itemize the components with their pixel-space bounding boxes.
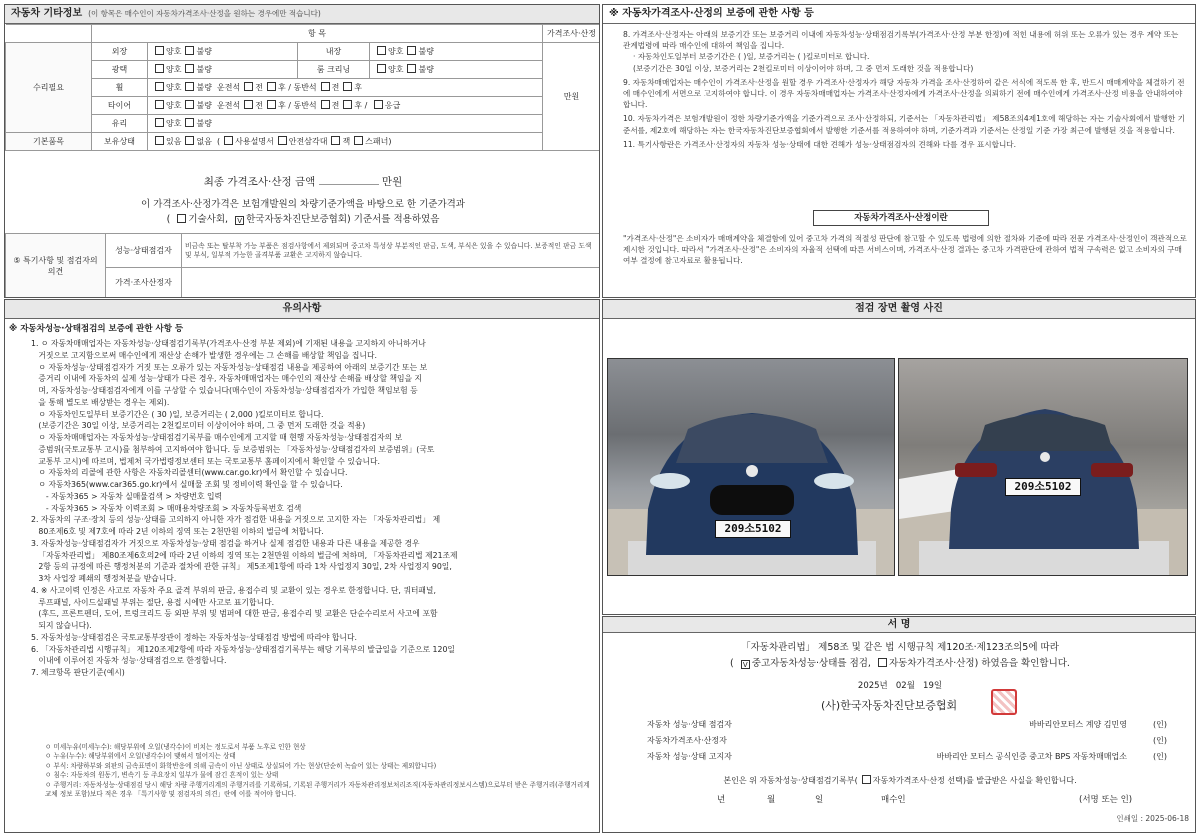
date-label: 일 (933, 681, 943, 691)
special-row-label: 성능·상태점검자 (106, 234, 182, 268)
options (148, 43, 298, 61)
note-line: - 자동차365 > 자동차 이력조회 > 매매용차량조회 > 자동차등록번호 검색 (31, 503, 302, 513)
opt-label: 운전석 (217, 83, 241, 92)
options (148, 115, 543, 133)
row-label: 광택 (92, 61, 148, 79)
confirm-text: 자동차가격조사·산정 선택)를 발급받은 사실을 확인합니다. (872, 776, 1077, 785)
signer-mark[interactable]: (인) (1153, 720, 1167, 729)
notes-subtitle: ※ 자동차성능·상태점검의 보증에 관한 사항 등 (9, 324, 184, 334)
rear-license-plate: 209소5102 (1005, 478, 1081, 496)
signer-row (603, 751, 1196, 767)
opt-label: 운전석 (217, 101, 241, 110)
note-small-line: ㅇ 부식: 차량하부와 외판의 금속표면이 화학반응에 의해 금속이 아닌 상태로 상실되어 가는 현상(단순히 녹슬어 있는 상태는 제외합니다) (45, 761, 437, 770)
signer-mark[interactable]: (인) (1153, 736, 1167, 745)
signature-panel (602, 616, 1196, 833)
rear-car-graphic (899, 359, 1188, 576)
note-line: 거짓으로 고지함으로써 매수인에게 재산상 손해가 발생한 경우에는 그 손해를 배상할 책임을 집니다. (31, 350, 377, 360)
checkbox[interactable] (155, 118, 164, 127)
note-line: 3차 사업장 폐쇄의 행정처분을 받습니다. (31, 574, 177, 583)
options: 양호 불량 운전석 전 후 / 동반석 전 후 / 응급 (148, 97, 543, 115)
date-day: 19 (923, 681, 934, 691)
checkbox[interactable] (185, 82, 194, 91)
options: 양호 불량 운전석 전 후 / 동반석 전 후 (148, 79, 543, 97)
signer-mark[interactable]: (인) (1153, 752, 1167, 761)
note-small-line: ㅇ 주행거리: 자동차성능·상태점검 당시 해당 차량 주행거리계의 주행거리를 기록하되, 기록된 주행거리가 자동차관리정보처리조직(자동차관리정보시스템)으로부터 받은 주행거리(주행거리계 교체 정보 포함)보다 적은 경우 「특기사항 및 점검자의 의견」란에 이를 적어야 합니다. (45, 780, 590, 799)
checkbox[interactable] (377, 64, 386, 73)
row-label: 보유상태 (92, 133, 148, 151)
notes-body (31, 338, 597, 679)
final-amount-row (5, 173, 600, 189)
final-unit: 만원 (381, 176, 403, 188)
special-row-text[interactable] (182, 268, 601, 298)
checkbox[interactable] (155, 136, 164, 145)
opt-label: 양호 (388, 47, 404, 56)
checkbox[interactable] (862, 775, 871, 784)
note-line: 2항 등의 규정에 따른 행정처분의 기준과 절차에 관한 규칙」 제5조제1항에 따라 1차 사업정지 30일, 2차 사업정지 90일, (31, 562, 452, 572)
warranty-item: 9. 자동차매매업자는 매수인이 가격조사·산정을 원할 경우 가격조사·산정자가 해당 자동차 가격을 조사·산정하여 같은 서식에 적도록 한 후, 반드시 매매계약을 체결하기 전에 매수인에게 서면으로 고지하여야 합니다. 이 경우 자동차매매업자는 가격조사·산정자에게 가격조사·산정을 의뢰하기 전에 매수인에게 가격조사·산정 비용을 안내하여야 합니다. (623, 77, 1185, 110)
note-line: ㅇ 자동차의 리콜에 관한 사항은 자동차리콜센터(www.car.go.kr)에서 확인할 수 있습니다. (31, 468, 348, 478)
checkbox[interactable] (377, 46, 386, 55)
opt-label: 양호 (166, 101, 182, 110)
note-small-line: ㅇ 누유(누수): 해당부위에서 오일(냉각수)이 맺혀서 떨어지는 상태 (45, 752, 236, 761)
checkbox-checked[interactable]: V (235, 216, 244, 225)
note-line: 4. ※ 사고이력 인정은 사고로 자동차 주요 골격 부위의 판금, 용접수리 및 교환이 있는 경우로 한정합니다. 단, 쿼터패널, (31, 585, 436, 595)
checkbox[interactable] (354, 136, 363, 145)
opt-label: 양호 (388, 65, 404, 74)
note-line: 6. 「자동차관리법 시행규칙」 제120조제2항에 따라 자동차성능·상태점검기록부는 해당 기록부의 발급일을 기준으로 120일 (31, 644, 455, 654)
checkbox[interactable] (185, 64, 194, 73)
note-line: 7. 체크항목 판단기준(예시) (31, 668, 125, 677)
checkbox[interactable] (185, 46, 194, 55)
signer-rows (603, 719, 1196, 767)
opt-label: 전 (331, 83, 340, 92)
opt-label: 불량 (196, 47, 212, 56)
note-line: 2. 자동차의 구조·장치 등의 성능·상태를 고의하지 아니한 자가 점검한 내용을 거짓으로 고지한 자는 「자동차관리법」 제 (31, 515, 441, 525)
checkbox[interactable] (177, 214, 186, 223)
opt-label: 동반석 (293, 83, 317, 92)
note-line: ㅇ 자동차인도일부터 보증기간은 ( 30 )일, 보증거리는 ( 2,000 )킬로미터로 합니다. (31, 409, 324, 419)
checkbox[interactable] (155, 100, 164, 109)
checkbox[interactable] (244, 82, 253, 91)
vehicle-misc-info-panel (4, 4, 600, 298)
signer-name: 바바리안모터스 계양 김민영 (1029, 720, 1127, 729)
date-month: 02 (895, 681, 907, 691)
note-line: 「자동차관리법」 제80조제6호의2에 따라 2년 이하의 징역 또는 2천만원 이하의 벌금에 처하며, 「자동차관리법 제21조제 (31, 550, 458, 560)
warranty-item: · 자동차인도일부터 보증기간은 ( )일, 보증거리는 ( )킬로미터로 합니다. (633, 52, 870, 62)
price-warranty-panel (602, 4, 1196, 298)
options (370, 61, 543, 79)
checkbox[interactable] (321, 82, 330, 91)
opt-label: 불량 (418, 65, 434, 74)
warranty-text (623, 29, 1187, 150)
signer-label: 자동차 성능·상태 고지자 (647, 752, 732, 761)
definition-box-text: "가격조사·산정"은 소비자가 매매계약을 체결함에 있어 중고차 가격의 적절성 판단에 참고할 수 있도록 법령에 의한 절차와 기준에 따라 전문 가격조사·산정인이 객관적으로 제시한 것입니다. 따라서 "가격조사·산정"은 소비자의 자율적 선택에 따른 서비스이며, 가격조사·산정 결과는 중고차 가격판단에 관하여 법적 구속력은 없고 소비자의 구매여부 결정에 참고자료로 활용됩니다. (623, 234, 1187, 265)
opt-label: 양호 (166, 65, 182, 74)
note-line: 이 가격조사·산정가격은 보험개발원의 차량기준가액을 바탕으로 한 기준가격과 (141, 199, 465, 210)
note-line: 을 통해 별도로 배상받는 경우는 제외). (31, 397, 170, 407)
options: 있음 없음 ( 사용설명서 안전삼각대 잭 스패너) (148, 133, 543, 151)
warranty-item: 10. 자동차가격은 보험개발원이 정한 차량기준가액을 기준가격으로 조사·산정하되, 기준서는 「자동차관리법」 제58조의4제1호에 해당하는 자는 기술사회에서 발행한 기준서를, 제2호에 해당하는 자는 한국자동차진단보증협회에서 발행한 기준서를 적용하여야 하며, 기준가격과 기준서는 산정일 기준 가장 최근에 발행된 것을 적용합니다. (623, 114, 1186, 135)
opt-label: 있음 (166, 137, 182, 146)
row-label: 내장 (298, 43, 370, 61)
opt-label: 전 (331, 101, 340, 110)
note-line: 루프패널, 사이드실패널 부위는 절단, 용접 시에만 사고로 표기합니다. (31, 597, 275, 607)
warranty-item: 11. 특기사항란은 가격조사·산정자의 자동차 성능·상태에 대한 견해가 성능·상태점검자의 견해와 다를 경우 표시합니다. (623, 139, 1017, 149)
price-note (5, 197, 600, 227)
repair-table (5, 24, 600, 151)
checkbox[interactable] (224, 136, 233, 145)
signer-row (603, 719, 1196, 735)
note-line: 되지 않습니다). (31, 621, 92, 630)
note-line: 며, 자동차성능·상태점검자에게 이를 구상할 수 있습니다(매수인이 자동차성능·상태점검자가 가입한 책임보험 등 (31, 386, 418, 395)
checkbox-checked[interactable]: V (741, 660, 750, 669)
checkbox[interactable] (343, 82, 352, 91)
note-line: - 자동차365 > 자동차 실매물검색 > 차량번호 입력 (31, 491, 223, 501)
opt-label: 자동차가격조사·산정) 하였음을 확인합니다. (888, 658, 1070, 669)
opt-label: 중고자동차성능·상태를 점검, (751, 658, 871, 669)
checkbox[interactable] (185, 118, 194, 127)
note-line: 증거리 이내에 자동차의 실제 성능·상태가 다른 경우, 자동차매매업자는 매수인의 재산상 손해를 배상할 책임을 지 (31, 374, 423, 384)
checkbox[interactable] (343, 100, 352, 109)
checkbox[interactable] (244, 100, 253, 109)
note-line: 1. ㅇ 자동차매매업자는 자동차성능·상태점검기록부(가격조사·산정 부분 제외)에 기재된 내용을 고지하지 아니하거나 (31, 339, 426, 348)
row-label: 유리 (92, 115, 148, 133)
note-line: ㅇ 자동차성능·상태점검자가 거짓 또는 오류가 있는 자동차성능·상태점검 내용을 제공하여 아래의 보증기간 또는 보 (31, 362, 428, 372)
signer-label: 자동차 성능·상태 점검자 (647, 720, 732, 729)
title-text: 자동차 기타정보 (11, 8, 83, 19)
note-line: ㅇ 자동차매매업자는 자동차성능·상태점검기록부를 매수인에게 고지할 때 현행 자동차성능·상태점검자의 보 (31, 433, 403, 442)
final-amount-input[interactable] (319, 173, 379, 185)
sign-org: (사)한국자동차진단보증협회 (821, 699, 958, 712)
opt-label: 양호 (166, 119, 182, 128)
opt-label: 기술사회, (188, 214, 229, 225)
confirm-text: 본인은 위 자동차성능·상태점검기록부( (723, 776, 858, 785)
checkbox[interactable] (155, 64, 164, 73)
row-label: 외장 (92, 43, 148, 61)
note-line: ㅇ 자동차365(www.car365.go.kr)에서 실매물 조회 및 정비이력 확인을 할 수 있습니다. (31, 480, 343, 489)
checkbox[interactable] (278, 136, 287, 145)
sign-line2: ( V 중고자동차성능·상태를 점검, 자동차가격조사·산정) 하였음을 확인합니다. (730, 658, 1070, 669)
confirm-line (603, 775, 1196, 786)
rear-car-photo (898, 358, 1188, 576)
opt-label: 불량 (418, 47, 434, 56)
opt-label: 후 (277, 101, 286, 110)
buyer-sign[interactable]: (서명 또는 인) (1079, 795, 1133, 805)
opt-label: 후 (277, 83, 286, 92)
note-small-line: ㅇ 침수: 자동차의 원동기, 변속기 등 주요장치 일부가 물에 잠긴 흔적이 있는 상태 (45, 771, 279, 780)
blank-cell (6, 25, 92, 43)
checkbox[interactable] (155, 82, 164, 91)
opt-label: 불량 (196, 119, 212, 128)
note-line: (후드, 프론트펜더, 도어, 트렁크리드 등 외판 부위 및 범퍼에 대한 판금, 용접수리 및 교환은 단순수리로서 사고에 포함 (31, 609, 438, 619)
signer-name: 바바리안 모터스 공식인증 중고차 BPS 자동차매매업소 (936, 752, 1127, 761)
opt-label: 불량 (196, 101, 212, 110)
col-header: 항 목 (92, 25, 543, 43)
note-line: 3. 자동차성능·상태점검자가 거짓으로 자동차성능·상태 점검을 하거나 실제 점검한 내용과 다른 내용을 제공한 경우 (31, 538, 420, 548)
date-label: 월 (906, 681, 915, 691)
opt-label: 양호 (166, 83, 182, 92)
special-table (5, 233, 600, 298)
opt-label: 잭 (342, 137, 351, 146)
panel-title (5, 5, 599, 24)
note-line: 교통부 고시)에 따르며, 법제처 국가법령정보센터 또는 국토교통부 홈페이지에서 확인할 수 있습니다. (31, 456, 381, 466)
notes-small-body (45, 743, 597, 799)
opt-label: 한국자동차진단보증협회) (246, 214, 351, 225)
checkbox[interactable] (374, 100, 383, 109)
checkbox[interactable] (267, 100, 276, 109)
row-label: 룸 크리닝 (298, 61, 370, 79)
special-row-text: 비금속 또는 탈부착 가능 부품은 점검사항에서 제외되며 중고차 특성상 부분적인 판금, 도색, 부식은 있을 수 있습니다. 보증적인 판금 도색 및 부식, 일부적 가능한 골격부품 교환은 고지하지 않습니다. (182, 234, 601, 268)
opt-label: 후 (354, 83, 363, 92)
date-year: 2025 (857, 681, 880, 691)
checkbox[interactable] (407, 46, 416, 55)
notes-panel (4, 299, 600, 833)
row-label: 타이어 (92, 97, 148, 115)
options (370, 43, 543, 61)
front-license-plate: 209소5102 (715, 520, 791, 538)
opt-label: 동반석 (293, 101, 317, 110)
front-car-photo (607, 358, 895, 576)
checkbox[interactable] (878, 658, 887, 667)
opt-label: 응급 (384, 101, 401, 110)
definition-box-title: 자동차가격조사·산정이란 (813, 210, 989, 226)
checkbox[interactable] (155, 46, 164, 55)
checkbox[interactable] (331, 136, 340, 145)
front-car-graphic (608, 359, 895, 576)
options (148, 61, 298, 79)
opt-label: 없음 (196, 137, 212, 146)
sign-line1: 「자동차관리법」 제58조 및 같은 법 시행규칙 제120조·제123조의5에 따라 (741, 642, 1059, 653)
final-label: 최종 가격조사·산정 금액 (203, 176, 316, 188)
opt-label: 스패너 (365, 137, 389, 146)
opt-label: 전 (255, 83, 263, 92)
special-label: ⑤ 특기사항 및 점검자의 의견 (6, 234, 106, 298)
panel-title: 유의사항 (5, 300, 599, 319)
special-row-label: 가격·조사산정자 (106, 268, 182, 298)
note-line: (보증기간은 30일 이상, 보증거리는 2천킬로미터 이상이어야 하며, 그 중 먼저 도래한 것을 적용) (31, 421, 366, 431)
buyer-date-month: 월 (767, 795, 776, 805)
opt-label: 안전삼각대 (288, 137, 328, 146)
note-line: 이내에 이루어진 자동차 성능·상태점검으로 한정합니다. (31, 656, 227, 666)
opt-label: 후 (354, 101, 363, 110)
note-line: 80조제6호 및 제7호에 따라 2년 이하의 징역 또는 2천만원 이하의 벌금에 처합니다. (31, 527, 324, 536)
date-label: 년 (879, 681, 888, 691)
signer-label: 자동차가격조사·산정자 (647, 736, 727, 745)
opt-label: 양호 (166, 47, 182, 56)
note-line: ( 기술사회, V 한국자동차진단보증협회) 기준서를 적용하였음 (166, 214, 440, 225)
signer-row (603, 735, 1196, 751)
opt-label: 전 (255, 101, 263, 110)
panel-subtitle: (이 항목은 매수인이 자동차가격조사·산정을 원하는 경우에만 적습니다) (88, 9, 321, 18)
note-line: 5. 자동차성능·상태점검은 국토교통부장관이 정하는 자동차성능·상태점검 방법에 따라야 합니다. (31, 632, 357, 642)
photo-panel (602, 299, 1196, 615)
won-cell: 만원 (543, 43, 601, 151)
checkbox[interactable] (321, 100, 330, 109)
repair-label: 수리필요 (6, 43, 92, 133)
note-line: 증범위(국토교통부 고시)를 첨부하여 고지하여야 합니다. 등 보증범위는 「자동차성능·상태점검자의 보증범위」(국토 (31, 444, 435, 454)
buyer-date-day: 일 (815, 795, 824, 805)
warranty-item: (보증기간은 30일 이상, 보증거리는 2천킬로미터 이상이어야 하며, 그 중 먼저 도래한 것을 적용합니다) (633, 63, 974, 73)
checkbox[interactable] (407, 64, 416, 73)
opt-label: 불량 (196, 65, 212, 74)
checkbox[interactable] (185, 100, 194, 109)
opt-label: 불량 (196, 83, 212, 92)
row-label: 휠 (92, 79, 148, 97)
col-header-right: 가격조사·산정 (543, 25, 601, 43)
checkbox[interactable] (267, 82, 276, 91)
note-small-line: ㅇ 미세누유(미세누수): 해당부위에 오일(냉각수)이 비치는 정도로서 부품 노후로 인한 현상 (45, 743, 306, 751)
print-date: 인쇄일 : 2025-06-18 (1116, 814, 1189, 823)
panel-title: ※ 자동차가격조사·산정의 보증에 관한 사항 등 (603, 5, 1195, 24)
buyer-label: 매수인 (881, 795, 906, 805)
sign-date (603, 679, 1196, 691)
opt-label: 기준서를 적용하였음 (353, 214, 440, 225)
seal-stamp (991, 689, 1017, 715)
panel-title: 점검 장면 촬영 사진 (603, 300, 1195, 319)
warranty-item: 8. 가격조사·산정자는 아래의 보증기간 또는 보증거리 이내에 자동차성능·상태점검기록부(가격조사·산정 부분 한정)에 적힌 내용에 허위 또는 오류가 있는 경우 계약 또는 관계법령에 따라 매수인에 대하여 책임을 집니다. (623, 30, 1179, 51)
panel-title: 서 명 (603, 617, 1195, 633)
checkbox[interactable] (185, 136, 194, 145)
opt-label: 사용설명서 (235, 137, 274, 146)
buyer-date-year: 년 (717, 795, 726, 805)
basic-label: 기본품목 (6, 133, 92, 151)
